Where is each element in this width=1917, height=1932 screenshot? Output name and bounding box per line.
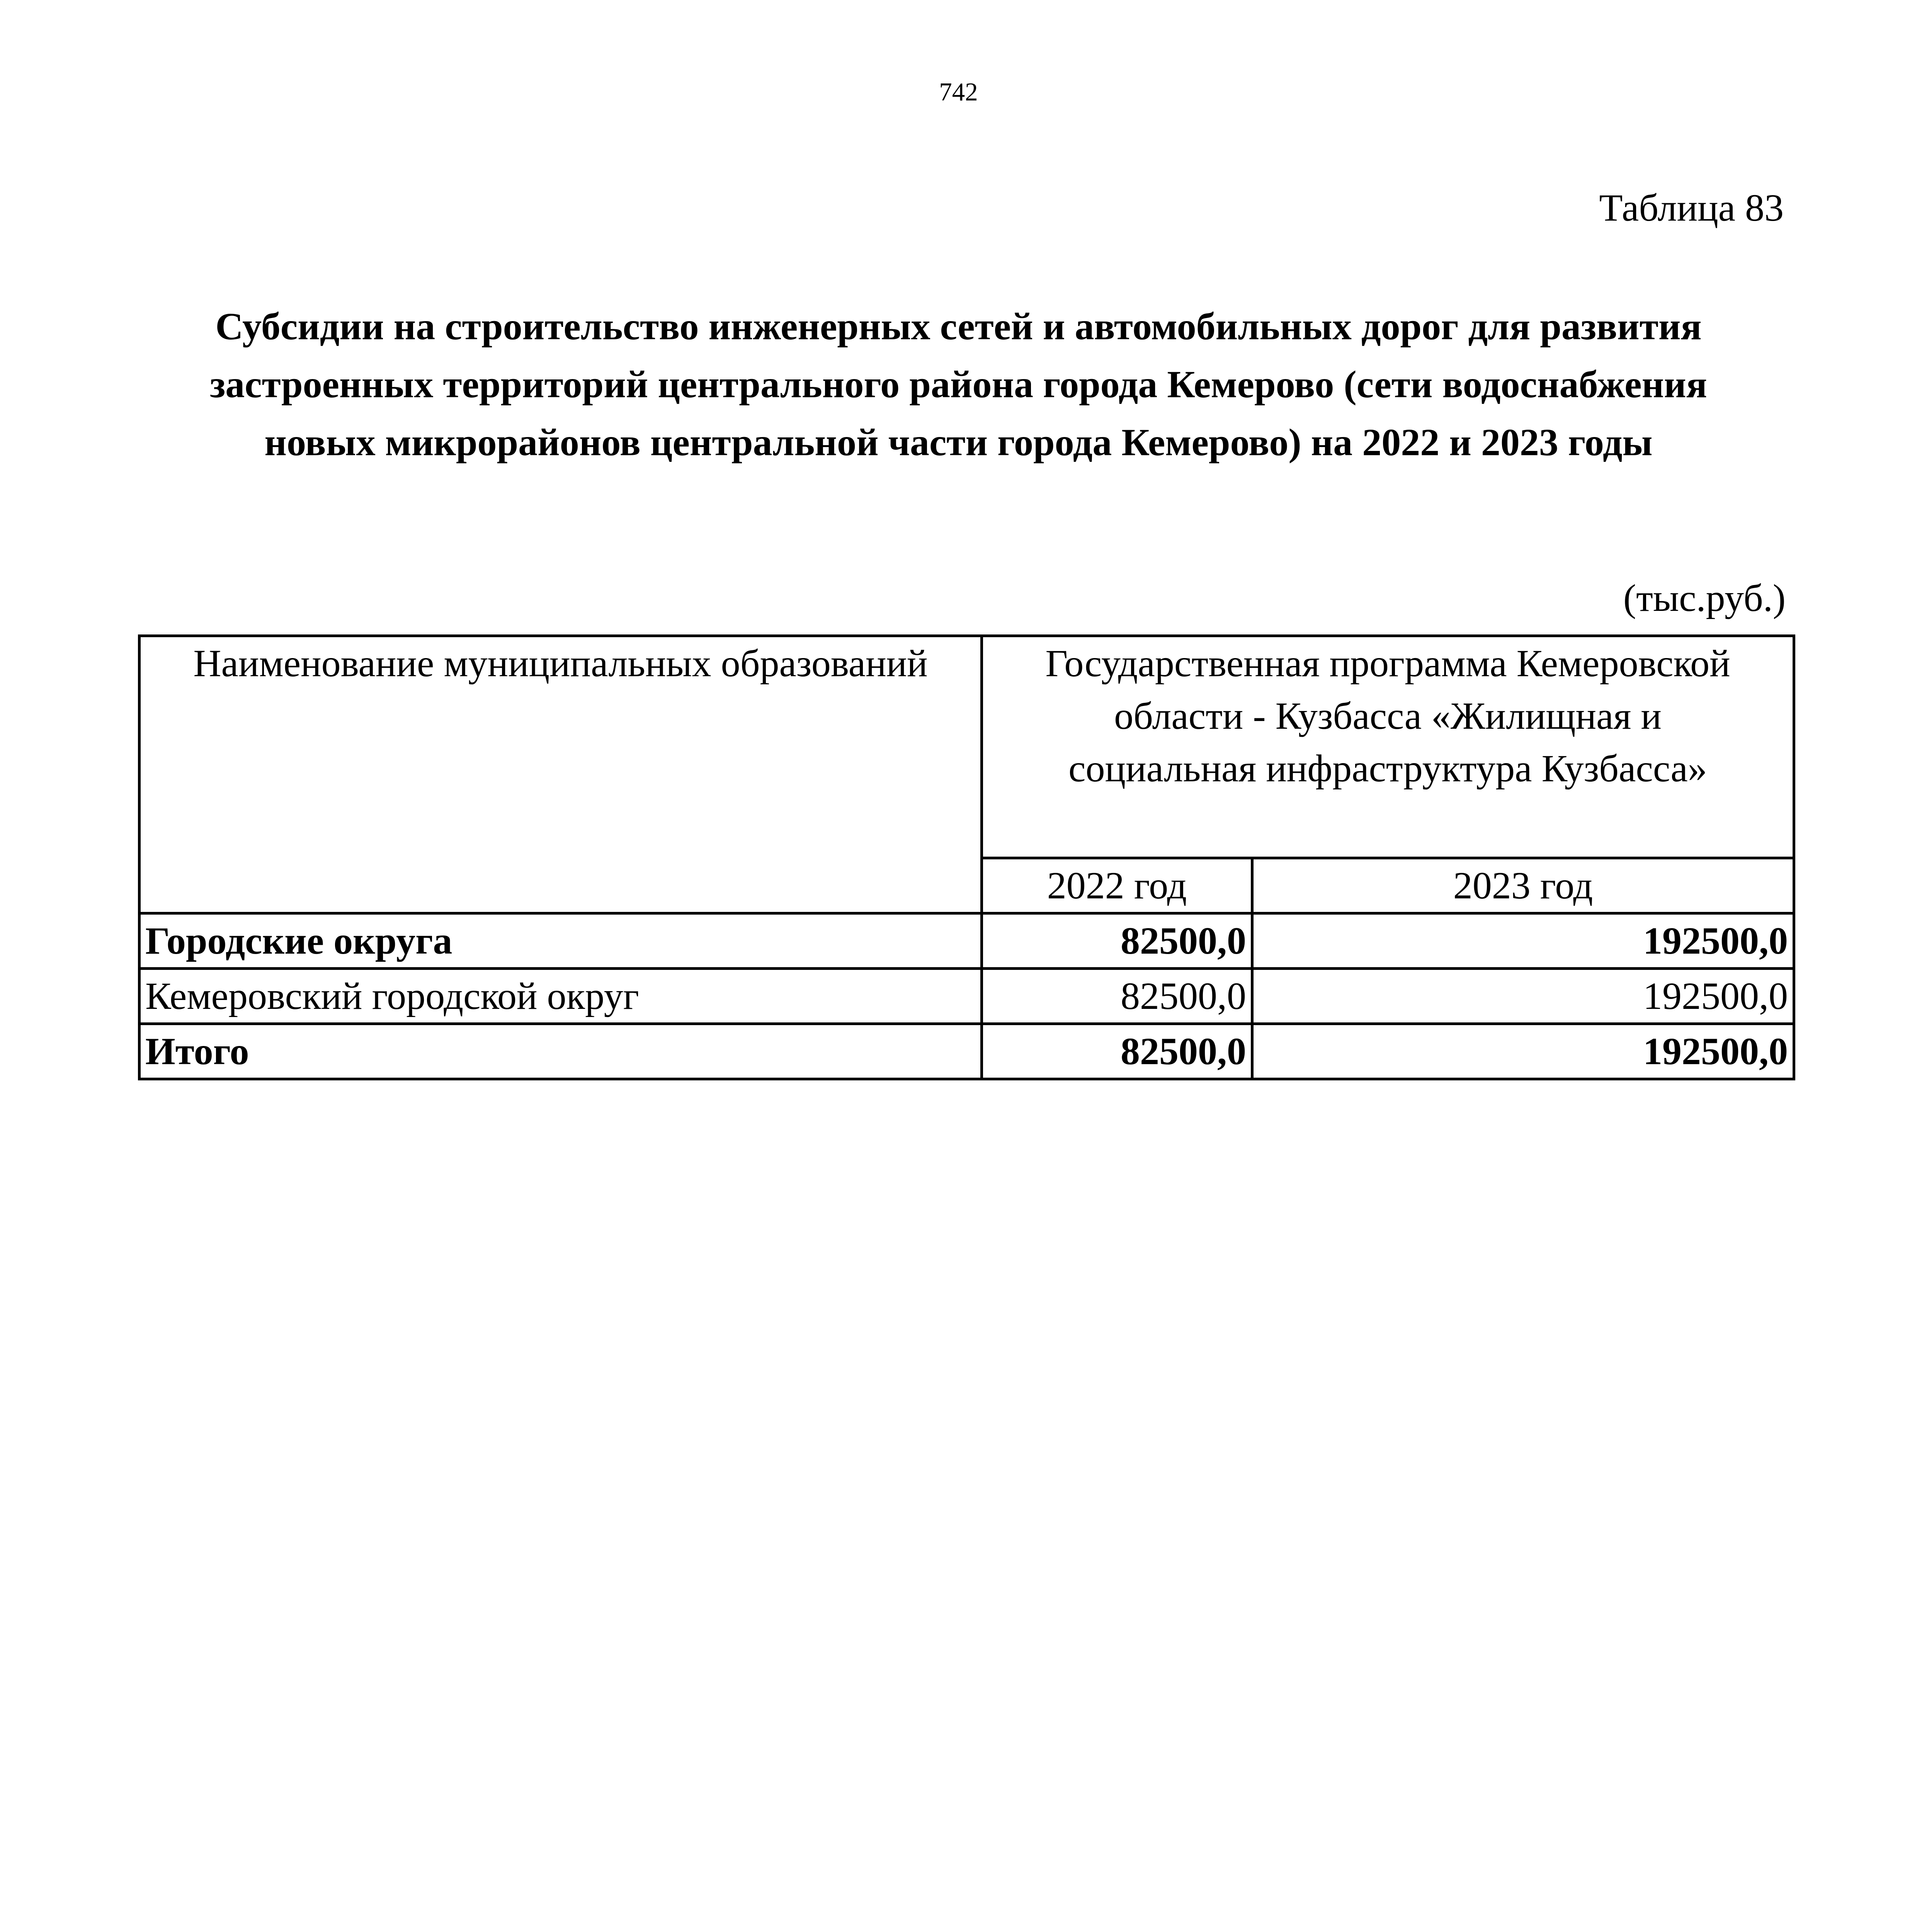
row-value-2022: 82500,0 <box>982 969 1252 1024</box>
row-name-cell: Итого <box>139 1024 982 1079</box>
subsidies-table <box>138 634 1795 1080</box>
table-row-urban-districts <box>139 913 1794 969</box>
units-label: (тыс.руб.) <box>1623 577 1786 619</box>
table-number-label: Таблица 83 <box>1599 186 1784 229</box>
table-header-row <box>139 636 1794 858</box>
title-line-1: Субсидии на строительство инженерных сетей и автомобильных дорог для развития <box>215 305 1702 348</box>
document-title <box>116 298 1801 471</box>
header-program-line-1: Государственная программа Кемеровской <box>1045 642 1730 685</box>
header-municipality-name: Наименование муниципальных образований <box>139 636 982 913</box>
row-value-2023: 192500,0 <box>1252 913 1794 969</box>
header-year-2023: 2023 год <box>1252 858 1794 913</box>
header-program <box>982 636 1794 858</box>
table-row-total <box>139 1024 1794 1079</box>
header-program-line-2: области - Кузбасса «Жилищная и <box>1114 694 1662 737</box>
header-year-2022: 2022 год <box>982 858 1252 913</box>
page-number: 742 <box>939 78 978 106</box>
row-value-2022: 82500,0 <box>982 1024 1252 1079</box>
row-value-2022: 82500,0 <box>982 913 1252 969</box>
row-name-cell: Городские округа <box>139 913 982 969</box>
header-program-line-3: социальная инфраструктура Кузбасса» <box>1068 747 1707 790</box>
row-name-cell: Кемеровский городской округ <box>139 969 982 1024</box>
row-value-2023: 192500,0 <box>1252 1024 1794 1079</box>
title-line-2: застроенных территорий центрального района города Кемерово (сети водоснабжения <box>210 363 1707 406</box>
row-value-2023: 192500,0 <box>1252 969 1794 1024</box>
table-row-kemerovo-district <box>139 969 1794 1024</box>
title-line-3: новых микрорайонов центральной части города Кемерово) на 2022 и 2023 годы <box>264 421 1653 464</box>
